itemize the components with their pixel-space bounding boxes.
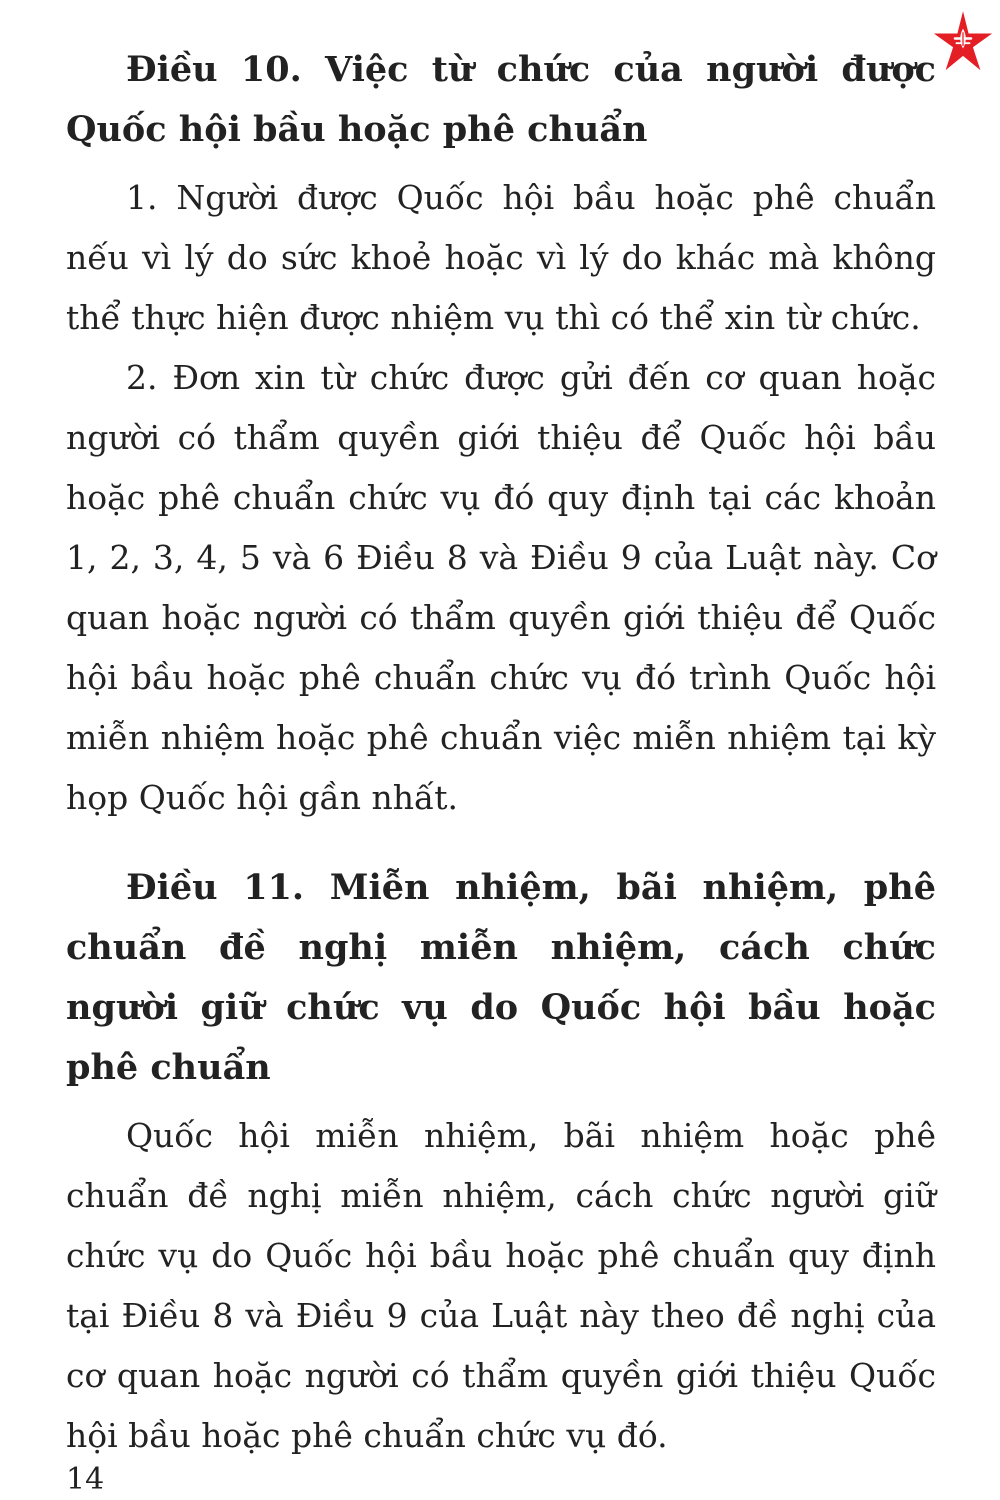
article-10-title: Điều 10. Việc từ chức của người được Quốc hội bầu hoặc phê chuẩn	[66, 49, 936, 150]
article-10	[66, 40, 936, 828]
article-11-paragraph-1: Quốc hội miễn nhiệm, bãi nhiệm hoặc phê chuẩn đề nghị miễn nhiệm, cách chức người giữ chức vụ do Quốc hội bầu hoặc phê chuẩn quy định tại Điều 8 và Điều 9 của Luật này theo đề nghị của cơ quan hoặc người có thẩm quyền giới thiệu Quốc hội bầu hoặc phê chuẩn chức vụ đó.	[66, 1116, 936, 1455]
article-11-title: Điều 11. Miễn nhiệm, bãi nhiệm, phê chuẩn đề nghị miễn nhiệm, cách chức người giữ chức vụ do Quốc hội bầu hoặc phê chuẩn	[66, 867, 936, 1088]
page-number: 14	[66, 1462, 105, 1497]
article-11	[66, 858, 936, 1466]
document-page	[66, 40, 936, 1466]
article-10-paragraph-2: 2. Đơn xin từ chức được gửi đến cơ quan hoặc người có thẩm quyền giới thiệu để Quốc hội bầu hoặc phê chuẩn chức vụ đó quy định tại các khoản 1, 2, 3, 4, 5 và 6 Điều 8 và Điều 9 của Luật này. Cơ quan hoặc người có thẩm quyền giới thiệu để Quốc hội bầu hoặc phê chuẩn chức vụ đó trình Quốc hội miễn nhiệm hoặc phê chuẩn việc miễn nhiệm tại kỳ họp Quốc hội gần nhất.	[66, 358, 936, 817]
article-10-paragraph-1: 1. Người được Quốc hội bầu hoặc phê chuẩn nếu vì lý do sức khoẻ hoặc vì lý do khác mà không thể thực hiện được nhiệm vụ thì có thể xin từ chức.	[66, 178, 936, 337]
publisher-star-logo-icon	[932, 10, 994, 72]
